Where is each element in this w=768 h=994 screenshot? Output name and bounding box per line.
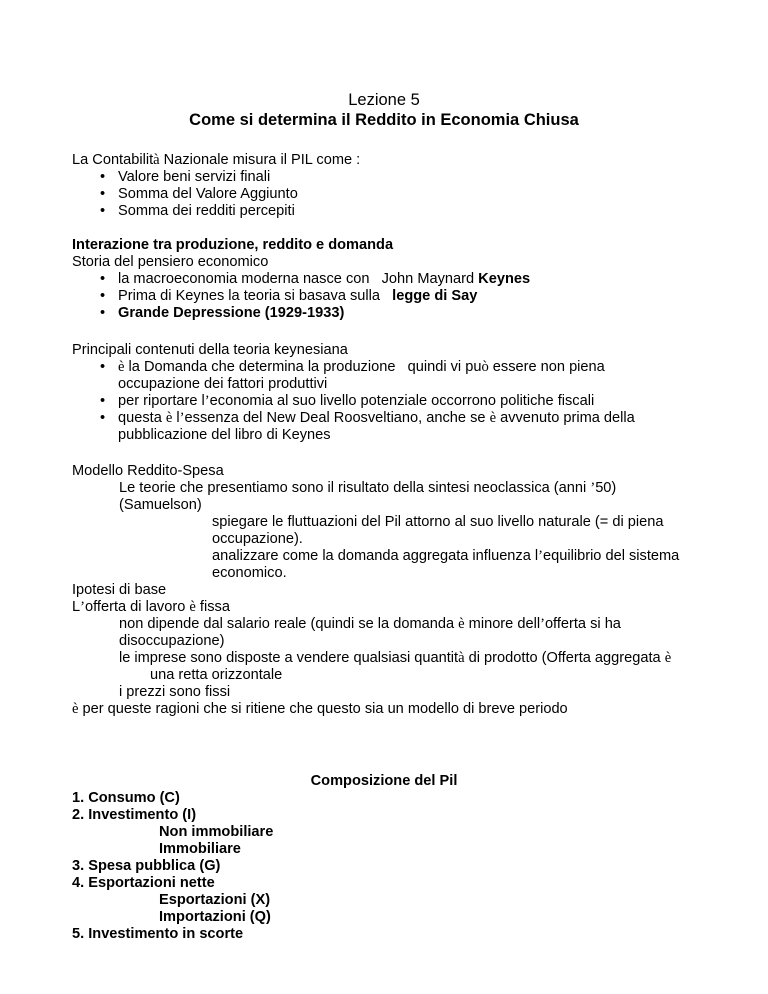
list-subitem: Non immobiliare bbox=[159, 824, 274, 840]
list-item: • Grande Depressione (1929-1933) bbox=[72, 305, 712, 322]
section-interazione bbox=[72, 237, 712, 322]
conclusion-line: è per queste ragioni che si ritiene che questo sia un modello di breve periodo bbox=[72, 701, 568, 717]
section-heading: Interazione tra produzione, reddito e domanda bbox=[72, 237, 394, 253]
lesson-number: Lezione 5 bbox=[348, 91, 420, 109]
section-heading: Principali contenuti della teoria keynesiana bbox=[72, 342, 348, 358]
list-item: • questa è l’essenza del New Deal Roosveltiano, anche se è avvenuto prima della pubblicazione del libro di Keynes bbox=[72, 410, 712, 444]
composizione-list bbox=[72, 790, 712, 943]
list-item: 5. Investimento in scorte bbox=[72, 926, 244, 942]
intro-lead: La Contabilità Nazionale misura il PIL come : bbox=[72, 152, 361, 168]
list-item: 4. Esportazioni nette bbox=[72, 875, 215, 891]
list-subitem: Esportazioni (X) bbox=[159, 892, 271, 908]
intro-list bbox=[72, 169, 712, 220]
intro-section bbox=[72, 152, 712, 220]
list-item: • per riportare l’economia al suo livello potenziale occorrono politiche fiscali bbox=[72, 393, 712, 410]
paragraph-goal-2: analizzare come la domanda aggregata influenza l’equilibrio del sistema economico. bbox=[212, 548, 680, 581]
section-heading: Modello Reddito-Spesa bbox=[72, 463, 224, 479]
paragraph-goal-1: spiegare le fluttuazioni del Pil attorno al suo livello naturale (= di piena occupazione). bbox=[212, 514, 664, 547]
section-modello bbox=[72, 463, 732, 718]
list-item: • Somma del Valore Aggiunto bbox=[72, 186, 712, 203]
paragraph-theories: Le teorie che presentiamo sono il risultato della sintesi neoclassica (anni ’50) (Samuelson) bbox=[119, 480, 617, 513]
lesson-title: Come si determina il Reddito in Economia Chiusa bbox=[189, 111, 579, 129]
theory-list bbox=[72, 359, 712, 444]
offerta-line: L’offerta di lavoro è fissa bbox=[72, 599, 230, 615]
list-subitem: Importazioni (Q) bbox=[159, 909, 271, 925]
list-subitem: Immobiliare bbox=[159, 841, 241, 857]
list-item: • Valore beni servizi finali bbox=[72, 169, 712, 186]
list-item: • Somma dei redditi percepiti bbox=[72, 203, 712, 220]
list-item: • è la Domanda che determina la produzione quindi vi può essere non piena occupazione dei fattori produttivi bbox=[72, 359, 712, 393]
list-item: 3. Spesa pubblica (G) bbox=[72, 858, 221, 874]
section-subheading: Storia del pensiero economico bbox=[72, 254, 269, 270]
title-block bbox=[0, 90, 768, 130]
composizione-heading: Composizione del Pil bbox=[310, 773, 458, 789]
list-item: • la macroeconomia moderna nasce con John Maynard Keynes bbox=[72, 271, 712, 288]
list-item: • Prima di Keynes la teoria si basava sulla legge di Say bbox=[72, 288, 712, 305]
list-item: 1. Consumo (C) bbox=[72, 790, 180, 806]
history-list bbox=[72, 271, 712, 322]
paragraph-prezzi: i prezzi sono fissi bbox=[119, 684, 231, 700]
paragraph-salario: non dipende dal salario reale (quindi se la domanda è minore dell’offerta si ha disoccupazione) bbox=[119, 616, 621, 649]
list-item: 2. Investimento (I) bbox=[72, 807, 197, 823]
section-teoria-keynesiana bbox=[72, 342, 712, 444]
paragraph-imprese: le imprese sono disposte a vendere qualsiasi quantità di prodotto (Offerta aggregata è una retta orizzontale bbox=[119, 650, 672, 683]
ipotesi-heading: Ipotesi di base bbox=[72, 582, 167, 598]
